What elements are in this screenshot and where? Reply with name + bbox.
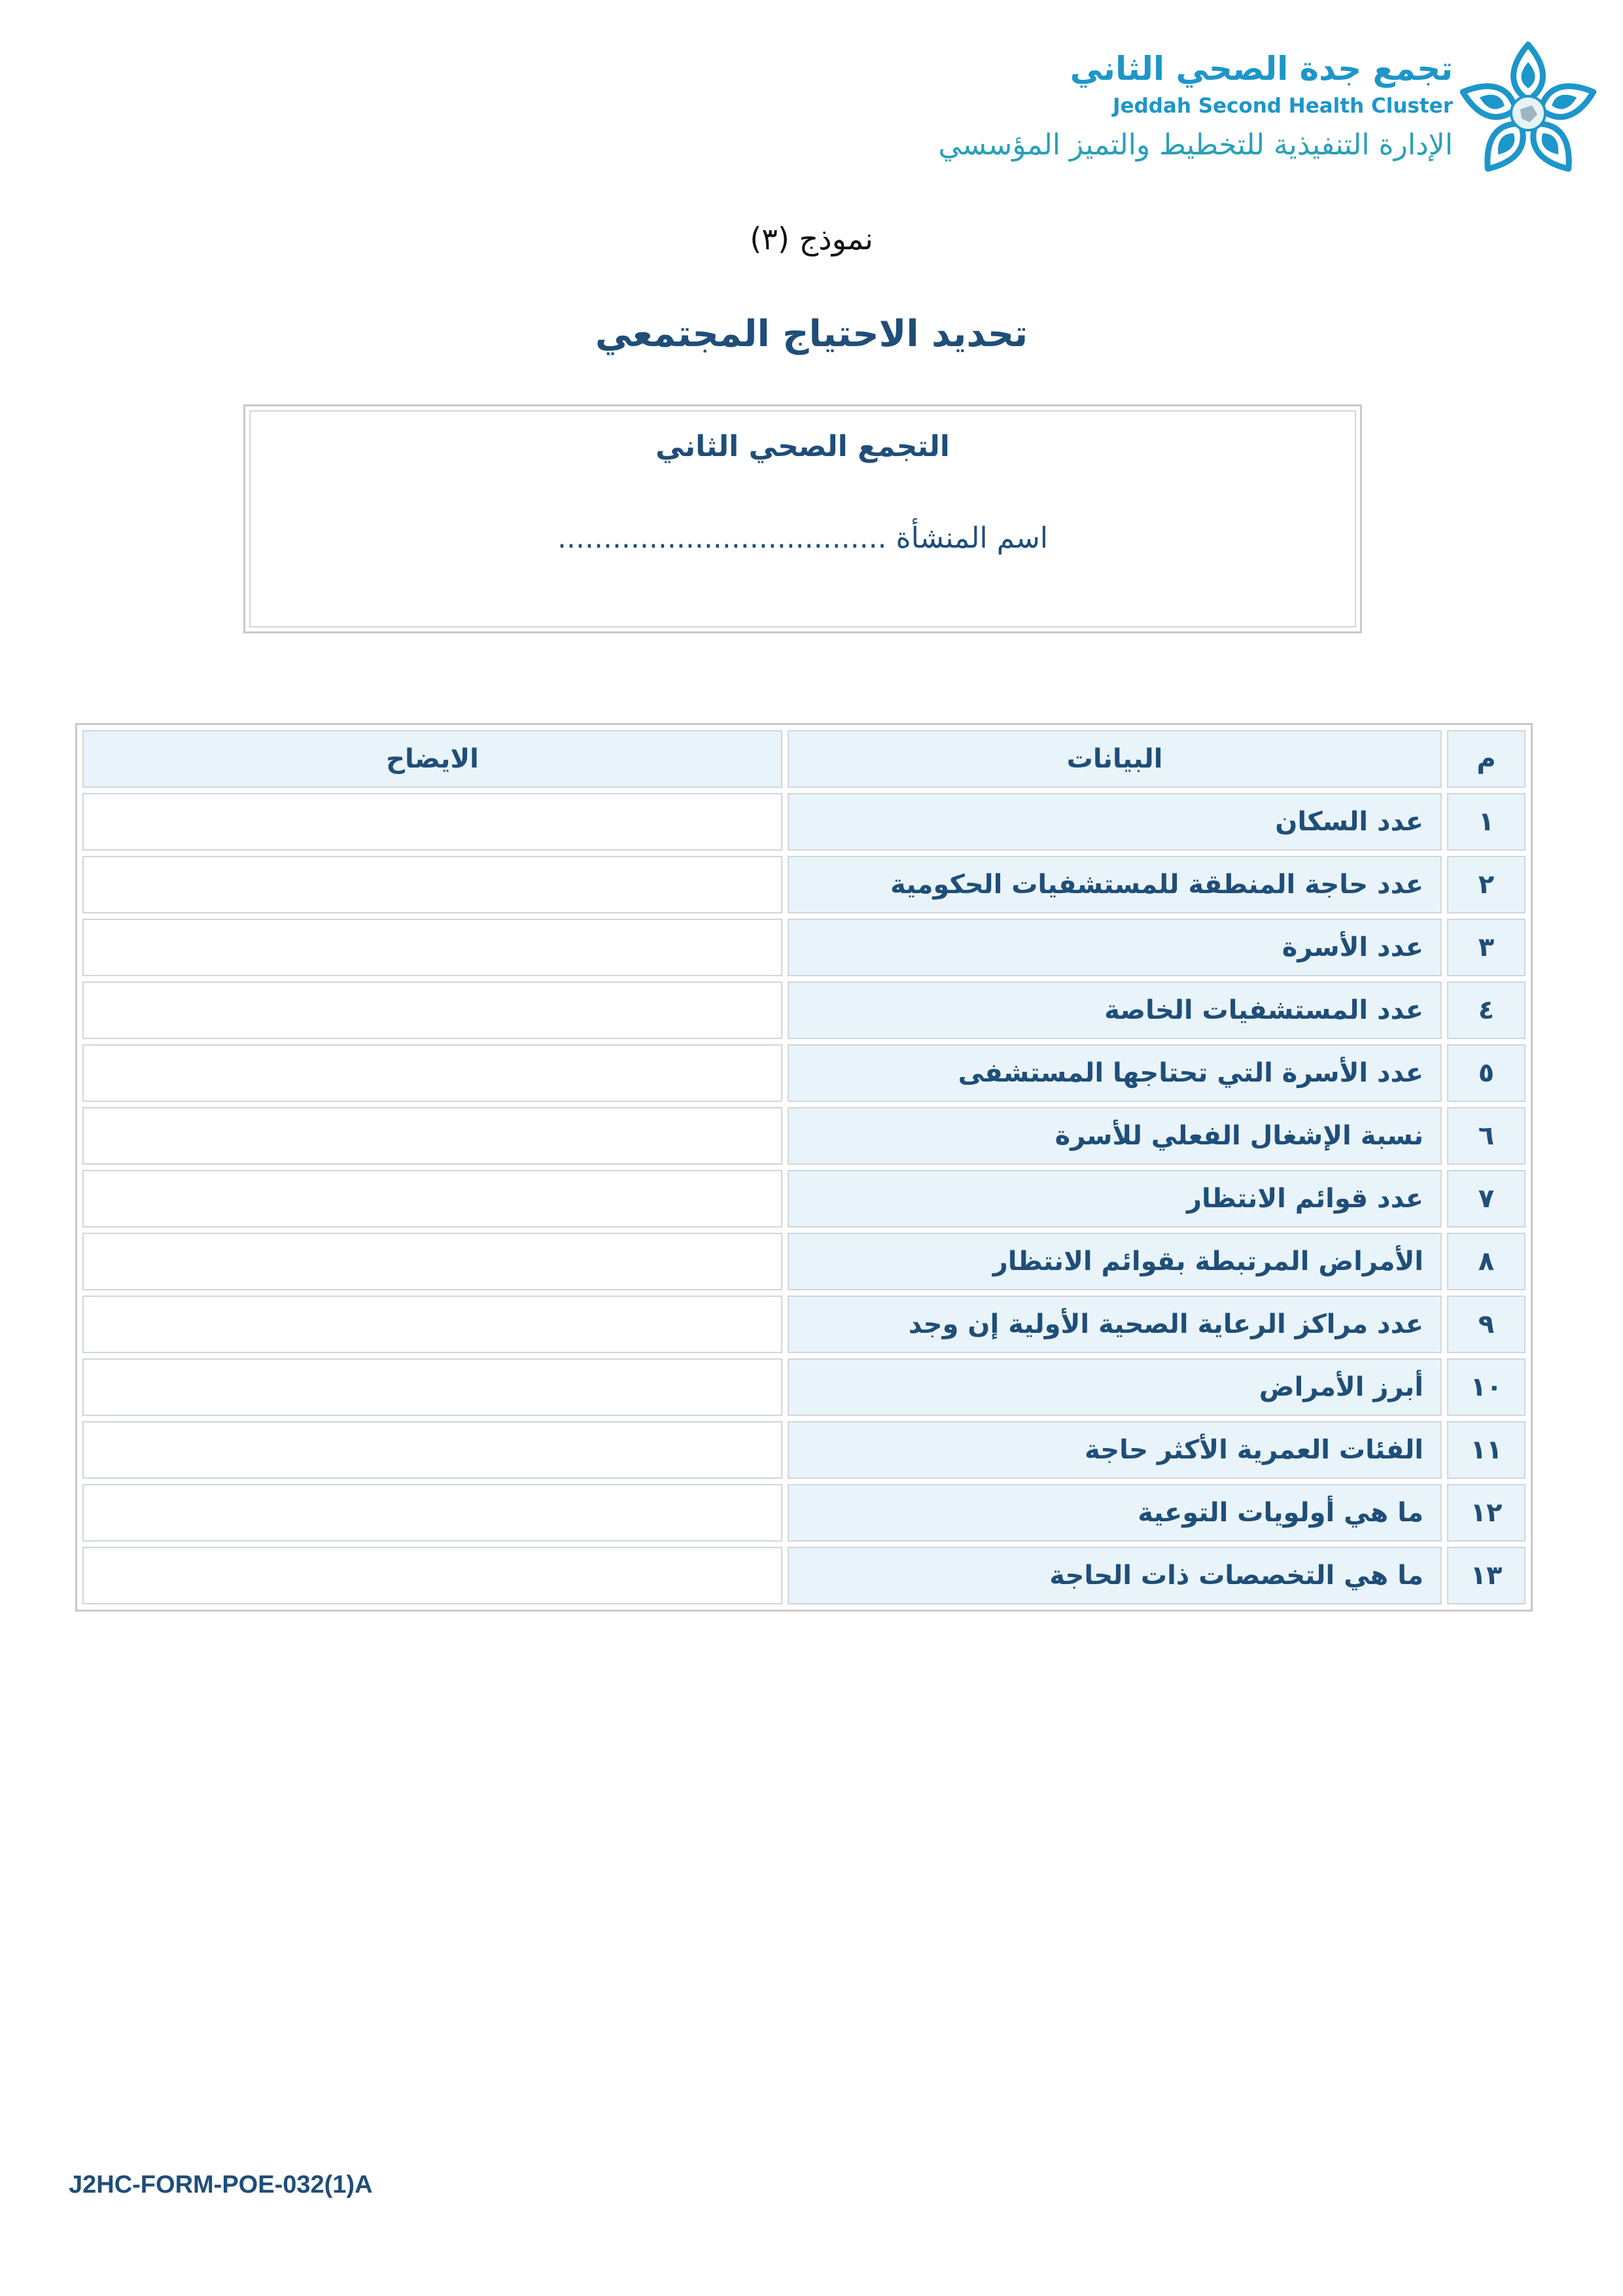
facility-info-inner [249,410,1356,627]
table-row [82,1170,1526,1227]
row-label: عدد المستشفيات الخاصة [788,981,1442,1039]
facility-name-field[interactable]: .................................... [557,521,887,555]
row-label: الأمراض المرتبطة بقوائم الانتظار [788,1233,1442,1290]
row-number: ١٠ [1447,1358,1526,1416]
row-number: ٨ [1447,1233,1526,1290]
facility-info-box [243,404,1362,633]
table-row [82,1484,1526,1542]
table-row [82,1421,1526,1479]
header-note: الايضاح [82,730,782,788]
row-note-input[interactable] [82,1421,782,1479]
row-note-input[interactable] [82,1170,782,1227]
row-note-input[interactable] [82,1044,782,1102]
row-note-input[interactable] [82,919,782,976]
community-needs-table [75,723,1533,1612]
header-block [799,46,1453,170]
table-row [82,919,1526,976]
org-name-arabic: تجمع جدة الصحي الثاني [1070,50,1453,88]
row-label: ما هي التخصصات ذات الحاجة [788,1547,1442,1604]
table-row [82,856,1526,913]
facility-name-label: اسم المنشأة [896,521,1048,555]
table-row [82,1547,1526,1604]
row-note-input[interactable] [82,981,782,1039]
row-label: عدد الأسرة التي تحتاجها المستشفى [788,1044,1442,1102]
table-row [82,1107,1526,1165]
table-row [82,981,1526,1039]
cluster-logo [1453,36,1603,186]
header-num: م [1447,730,1526,788]
row-note-input[interactable] [82,1107,782,1165]
table-row [82,1358,1526,1416]
row-note-input[interactable] [82,1547,782,1604]
row-label: عدد مراكز الرعاية الصحية الأولية إن وجد [788,1296,1442,1353]
table-row [82,1044,1526,1102]
header-data: البيانات [788,730,1442,788]
table-header-row [82,730,1526,788]
row-number: ٣ [1447,919,1526,976]
row-label: نسبة الإشغال الفعلي للأسرة [788,1107,1442,1165]
row-number: ١١ [1447,1421,1526,1479]
row-note-input[interactable] [82,856,782,913]
row-label: عدد حاجة المنطقة للمستشفيات الحكومية [788,856,1442,913]
table-row [82,793,1526,851]
row-note-input[interactable] [82,1296,782,1353]
row-number: ٦ [1447,1107,1526,1165]
row-number: ٢ [1447,856,1526,913]
row-label: الفئات العمرية الأكثر حاجة [788,1421,1442,1479]
star-flower-logo-icon [1453,36,1603,186]
row-note-input[interactable] [82,1484,782,1542]
row-label: عدد الأسرة [788,919,1442,976]
cluster-name: التجمع الصحي الثاني [655,430,950,463]
row-number: ١٣ [1447,1547,1526,1604]
row-note-input[interactable] [82,793,782,851]
row-label: أبرز الأمراض [788,1358,1442,1416]
row-label: عدد قوائم الانتظار [788,1170,1442,1227]
row-number: ١ [1447,793,1526,851]
form-number: نموذج (٣) [750,221,873,256]
row-number: ٥ [1447,1044,1526,1102]
facility-name-line [251,521,1355,555]
row-number: ٧ [1447,1170,1526,1227]
org-name-english: Jeddah Second Health Cluster [1112,94,1453,118]
row-number: ٤ [1447,981,1526,1039]
table-row [82,1296,1526,1353]
row-label: عدد السكان [788,793,1442,851]
row-number: ١٢ [1447,1484,1526,1542]
department-name: الإدارة التنفيذية للتخطيط والتميز المؤسسي [938,128,1453,162]
row-note-input[interactable] [82,1233,782,1290]
page-title: تحديد الاحتياج المجتمعي [595,313,1028,355]
row-label: ما هي أولويات التوعية [788,1484,1442,1542]
table-row [82,1233,1526,1290]
row-number: ٩ [1447,1296,1526,1353]
row-note-input[interactable] [82,1358,782,1416]
form-code: J2HC-FORM-POE-032(1)A [69,2171,373,2199]
